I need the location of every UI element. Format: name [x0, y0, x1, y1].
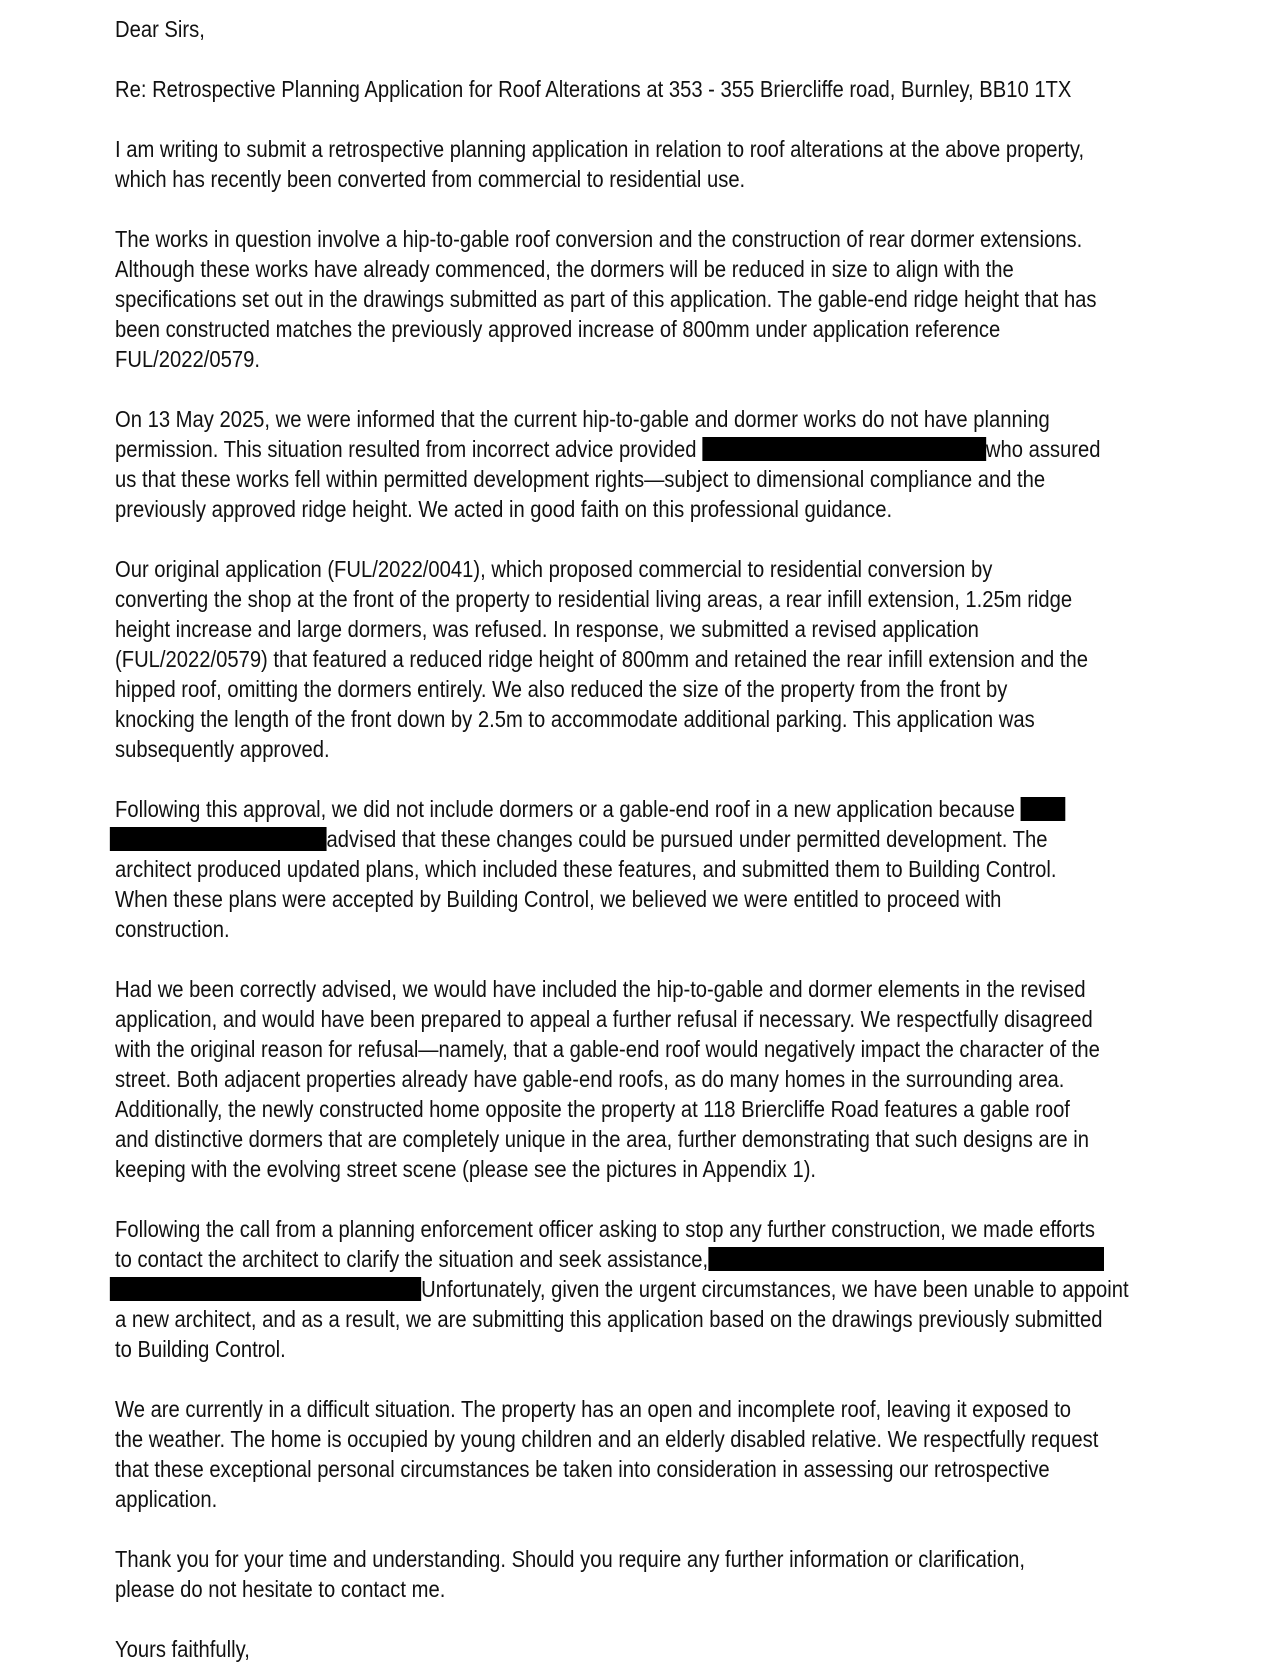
paragraph-advice: On 13 May 2025, we were informed that the current hip-to-gable and dormer works do not have planning permission. This situation resulted from incorrect advice provided who assured us that these works fell within permitted development rights—subject to dimensional compliance and the previously approved ridge height. We acted in good faith on this professional guidance.	[115, 406, 1101, 522]
redaction-block	[110, 1277, 421, 1301]
paragraph-circumstances: We are currently in a difficult situation. The property has an open and incomplete roof, leaving it exposed to the weather. The home is occupied by young children and an elderly disabled relative. We respectfully request that these exceptional personal circumstances be taken into consideration in assessing our retrospective application.	[115, 1396, 1099, 1512]
redaction-block	[1020, 797, 1065, 821]
redaction-block	[110, 827, 327, 851]
salutation: Dear Sirs,	[115, 16, 205, 42]
paragraph-approval: Following this approval, we did not include dormers or a gable-end roof in a new application because advised that these changes could be pursued under permitted development. The architect produced updated plans, which included these features, and submitted them to Building Control. When these plans were accepted by Building Control, we believed we were entitled to proceed with construction.	[115, 794, 1233, 944]
paragraph-enforcement: Following the call from a planning enforcement officer asking to stop any further construction, we made efforts to contact the architect to clarify the situation and seek assistance, Unfortunately, given the urgent circumstances, we have been unable to appoint a new architect, and as a result, we are submitting this application based on the drawings previously submitted to Building Control.	[115, 1214, 1233, 1364]
paragraph-thanks: Thank you for your time and understanding. Should you require any further information or clarification, please do not hesitate to contact me.	[115, 1546, 1025, 1602]
paragraph-works: The works in question involve a hip-to-gable roof conversion and the construction of rear dormer extensions. Although these works have already commenced, the dormers will be reduced in size to align with the specifications set out in the drawings submitted as part of this application. The gable-end ridge height that has been constructed matches the previously approved increase of 800mm under application reference FUL/2022/0579.	[115, 226, 1097, 372]
paragraph-intro: I am writing to submit a retrospective planning application in relation to roof alterations at the above property, which has recently been converted from commercial to residential use.	[115, 136, 1085, 192]
subject-line: Re: Retrospective Planning Application for Roof Alterations at 353 - 355 Briercliffe road, Burnley, BB10 1TX	[115, 76, 1072, 102]
letter-page	[115, 14, 1233, 1664]
paragraph-objection: Had we been correctly advised, we would have included the hip-to-gable and dormer elements in the revised application, and would have been prepared to appeal a further refusal if necessary. We respectfully disagreed with the original reason for refusal—namely, that a gable-end roof would negatively impact the character of the street. Both adjacent properties already have gable-end roofs, as do many homes in the surrounding area. Additionally, the newly constructed home opposite the property at 118 Briercliffe Road features a gable roof and distinctive dormers that are completely unique in the area, further demonstrating that such designs are in keeping with the evolving street scene (please see the pictures in Appendix 1).	[115, 976, 1100, 1182]
closing: Yours faithfully,	[115, 1636, 250, 1662]
redaction-block	[708, 1247, 1104, 1271]
paragraph-history: Our original application (FUL/2022/0041), which proposed commercial to residential conversion by converting the shop at the front of the property to residential living areas, a rear infill extension, 1.25m ridge height increase and large dormers, was refused. In response, we submitted a revised application (FUL/2022/0579) that featured a reduced ridge height of 800mm and retained the rear infill extension and the hipped roof, omitting the dormers entirely. We also reduced the size of the property from the front by knocking the length of the front down by 2.5m to accommodate additional parking. This application was subsequently approved.	[115, 556, 1088, 762]
redaction-block	[702, 437, 986, 461]
